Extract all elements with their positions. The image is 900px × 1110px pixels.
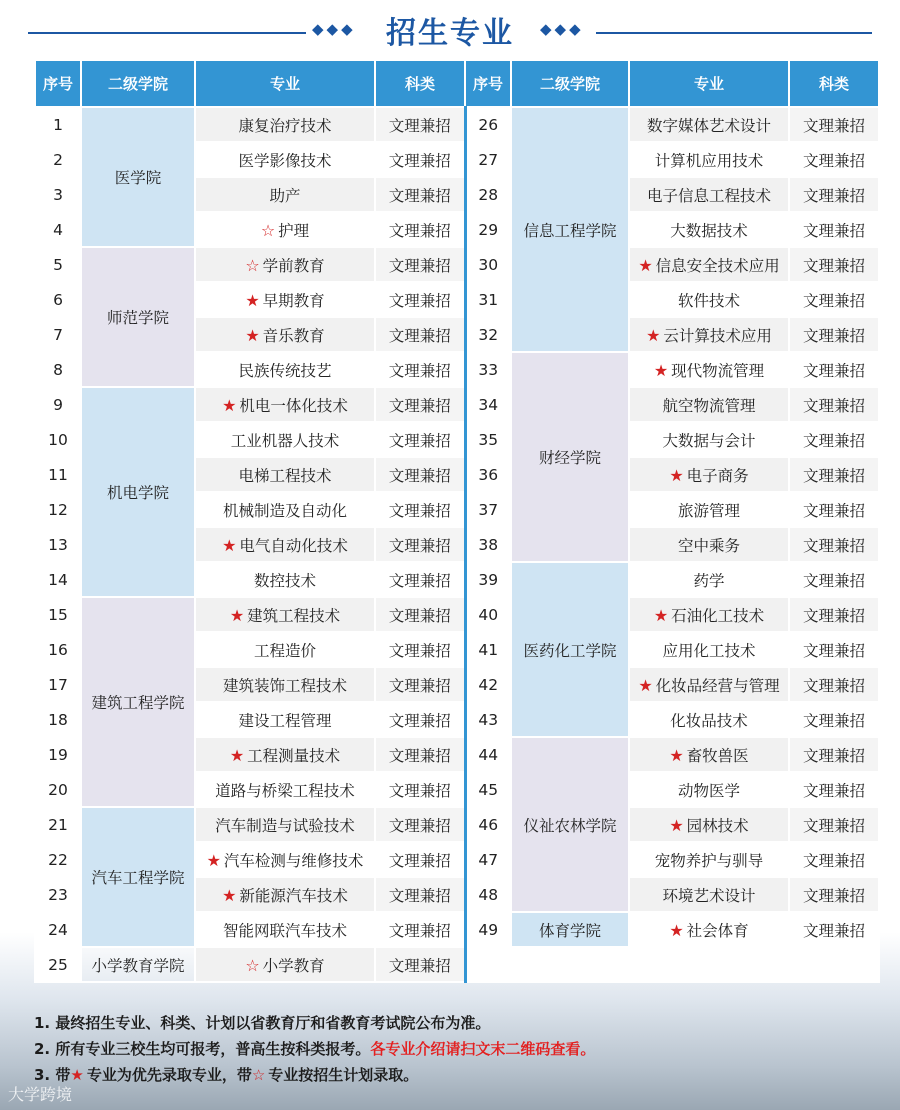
row-number: 15 <box>35 597 81 632</box>
note-2-highlight: 各专业介绍请扫文末二维码查看。 <box>370 1040 596 1058</box>
major-name: 药学 <box>693 571 725 590</box>
major-name: 新能源汽车技术 <box>239 886 348 905</box>
college-cell: 小学教育学院 <box>81 947 195 982</box>
row-number: 24 <box>35 912 81 947</box>
row-number: 21 <box>35 807 81 842</box>
row-number: 20 <box>35 772 81 807</box>
major-cell <box>629 422 789 457</box>
college-cell: 医药化工学院 <box>511 562 629 737</box>
row-number: 30 <box>465 247 511 282</box>
major-name: 建筑工程技术 <box>247 606 341 625</box>
title-row <box>0 0 900 62</box>
category-cell: 文理兼招 <box>789 632 879 667</box>
row-number: 12 <box>35 492 81 527</box>
note-3-text-c: 专业按招生计划录取。 <box>268 1066 419 1084</box>
major-cell <box>195 142 375 177</box>
row-number: 8 <box>35 352 81 387</box>
row-number: 42 <box>465 667 511 702</box>
major-cell <box>629 107 789 142</box>
row-number: 46 <box>465 807 511 842</box>
major-cell <box>195 107 375 142</box>
major-name: 石油化工技术 <box>671 606 765 625</box>
row-number: 2 <box>35 142 81 177</box>
category-cell: 文理兼招 <box>375 142 465 177</box>
major-cell <box>629 702 789 737</box>
page-title: 招生专业 <box>386 16 514 51</box>
note-3-text-a: 3. 带 <box>34 1066 71 1084</box>
row-number: 37 <box>465 492 511 527</box>
category-cell: 文理兼招 <box>789 107 879 142</box>
major-name: 建筑装饰工程技术 <box>222 676 347 695</box>
major-cell <box>629 177 789 212</box>
major-cell <box>629 632 789 667</box>
major-name: 化妆品经营与管理 <box>655 676 780 695</box>
major-name: 大数据与会计 <box>662 431 756 450</box>
major-cell <box>629 737 789 772</box>
major-cell <box>629 352 789 387</box>
row-number: 29 <box>465 212 511 247</box>
major-cell <box>629 597 789 632</box>
major-name: 电子信息工程技术 <box>646 186 771 205</box>
row-number: 48 <box>465 877 511 912</box>
category-cell: 文理兼招 <box>375 352 465 387</box>
table-header-row <box>35 60 879 107</box>
row-number: 16 <box>35 632 81 667</box>
college-cell: 机电学院 <box>81 387 195 597</box>
category-cell: 文理兼招 <box>789 877 879 912</box>
major-cell <box>195 247 375 282</box>
header-cell: 序号 <box>465 60 511 107</box>
solid-star-icon: ★ <box>669 815 684 835</box>
category-cell: 文理兼招 <box>375 562 465 597</box>
major-name: 汽车检测与维修技术 <box>223 851 364 870</box>
major-name: 电梯工程技术 <box>238 466 332 485</box>
major-name: 智能网联汽车技术 <box>222 921 347 940</box>
hollow-star-icon: ☆ <box>245 255 260 275</box>
category-cell: 文理兼招 <box>375 107 465 142</box>
major-cell <box>195 422 375 457</box>
diamond-icon: ◆◆◆ <box>540 20 584 38</box>
category-cell: 文理兼招 <box>375 807 465 842</box>
major-name: 康复治疗技术 <box>238 116 332 135</box>
row-number: 14 <box>35 562 81 597</box>
majors-table <box>34 59 880 983</box>
major-name: 数字媒体艺术设计 <box>646 116 771 135</box>
category-cell: 文理兼招 <box>375 947 465 982</box>
major-cell <box>629 912 789 947</box>
row-number: 39 <box>465 562 511 597</box>
header-cell: 二级学院 <box>511 60 629 107</box>
college-cell: 建筑工程学院 <box>81 597 195 807</box>
major-cell <box>629 282 789 317</box>
solid-star-icon: ★ <box>245 290 260 310</box>
major-name: 工业机器人技术 <box>230 431 340 450</box>
diamond-icon: ◆◆◆ <box>312 20 356 38</box>
empty-cell <box>511 947 629 982</box>
college-cell: 仪祉农林学院 <box>511 737 629 912</box>
row-number: 25 <box>35 947 81 982</box>
row-number: 45 <box>465 772 511 807</box>
major-cell <box>195 597 375 632</box>
major-cell <box>195 282 375 317</box>
major-name: 数控技术 <box>253 571 316 590</box>
row-number: 49 <box>465 912 511 947</box>
category-cell: 文理兼招 <box>375 387 465 422</box>
category-cell: 文理兼招 <box>375 317 465 352</box>
header-cell: 专业 <box>195 60 375 107</box>
major-name: 建设工程管理 <box>238 711 332 730</box>
major-cell <box>195 807 375 842</box>
notes <box>34 1010 894 1088</box>
category-cell: 文理兼招 <box>789 842 879 877</box>
watermark: 大学跨境 <box>8 1085 73 1104</box>
major-name: 道路与桥梁工程技术 <box>215 781 355 800</box>
solid-star-icon: ★ <box>222 885 237 905</box>
major-name: 早期教育 <box>262 291 325 310</box>
note-3 <box>34 1062 894 1088</box>
major-cell <box>629 247 789 282</box>
major-cell <box>195 492 375 527</box>
major-name: 电子商务 <box>686 466 749 485</box>
solid-star-icon: ★ <box>638 255 653 275</box>
category-cell: 文理兼招 <box>789 702 879 737</box>
major-cell <box>629 142 789 177</box>
row-number: 23 <box>35 877 81 912</box>
table-row <box>35 947 879 982</box>
college-cell: 师范学院 <box>81 247 195 387</box>
row-number: 3 <box>35 177 81 212</box>
category-cell: 文理兼招 <box>375 457 465 492</box>
major-name: 旅游管理 <box>677 501 740 520</box>
row-number: 33 <box>465 352 511 387</box>
solid-star-icon: ★ <box>653 605 669 625</box>
major-name: 医学影像技术 <box>238 151 332 170</box>
row-number: 26 <box>465 107 511 142</box>
row-number: 11 <box>35 457 81 492</box>
major-name: 护理 <box>278 221 310 240</box>
category-cell: 文理兼招 <box>375 527 465 562</box>
major-cell <box>629 807 789 842</box>
major-name: 宠物养护与驯导 <box>654 851 764 870</box>
category-cell: 文理兼招 <box>789 597 879 632</box>
category-cell: 文理兼招 <box>375 422 465 457</box>
category-cell: 文理兼招 <box>375 597 465 632</box>
category-cell: 文理兼招 <box>789 282 879 317</box>
category-cell: 文理兼招 <box>375 247 465 282</box>
row-number: 1 <box>35 107 81 142</box>
category-cell: 文理兼招 <box>789 527 879 562</box>
category-cell: 文理兼招 <box>789 912 879 947</box>
row-number: 43 <box>465 702 511 737</box>
category-cell: 文理兼招 <box>375 702 465 737</box>
major-cell <box>629 772 789 807</box>
row-number: 4 <box>35 212 81 247</box>
solid-star-icon: ★ <box>245 325 260 345</box>
major-name: 学前教育 <box>262 256 325 275</box>
table-row <box>35 597 879 632</box>
category-cell: 文理兼招 <box>789 807 879 842</box>
title-divider-right <box>596 32 872 34</box>
table-row <box>35 247 879 282</box>
major-name: 航空物流管理 <box>662 396 756 415</box>
note-3-text-b: 专业为优先录取专业，带 <box>86 1066 252 1084</box>
major-name: 化妆品技术 <box>670 711 748 730</box>
category-cell: 文理兼招 <box>789 772 879 807</box>
header-cell: 二级学院 <box>81 60 195 107</box>
solid-star-icon: ★ <box>669 465 684 485</box>
row-number: 44 <box>465 737 511 772</box>
category-cell: 文理兼招 <box>789 317 879 352</box>
solid-star-icon: ★ <box>222 535 237 555</box>
major-name: 现代物流管理 <box>671 361 765 380</box>
row-number: 28 <box>465 177 511 212</box>
category-cell: 文理兼招 <box>375 632 465 667</box>
title-divider-left <box>28 32 306 34</box>
solid-star-icon: ★ <box>653 360 669 380</box>
header-cell: 科类 <box>789 60 879 107</box>
row-number: 18 <box>35 702 81 737</box>
major-name: 汽车制造与试验技术 <box>215 816 355 835</box>
header-cell: 专业 <box>629 60 789 107</box>
empty-cell <box>465 947 511 982</box>
row-number: 13 <box>35 527 81 562</box>
major-cell <box>195 177 375 212</box>
category-cell: 文理兼招 <box>375 667 465 702</box>
header-cell: 序号 <box>35 60 81 107</box>
table-row <box>35 387 879 422</box>
major-name: 电气自动化技术 <box>239 536 348 555</box>
major-cell <box>195 352 375 387</box>
major-cell <box>629 492 789 527</box>
empty-cell <box>629 947 789 982</box>
major-name: 机电一体化技术 <box>239 396 348 415</box>
major-cell <box>195 667 375 702</box>
major-name: 民族传统技艺 <box>238 361 332 380</box>
major-cell <box>195 387 375 422</box>
row-number: 38 <box>465 527 511 562</box>
major-name: 助产 <box>269 186 301 205</box>
header-cell: 科类 <box>375 60 465 107</box>
major-cell <box>629 387 789 422</box>
major-name: 音乐教育 <box>262 326 325 345</box>
category-cell: 文理兼招 <box>789 247 879 282</box>
major-cell <box>195 457 375 492</box>
major-cell <box>629 527 789 562</box>
college-cell: 信息工程学院 <box>511 107 629 352</box>
row-number: 34 <box>465 387 511 422</box>
category-cell: 文理兼招 <box>375 772 465 807</box>
college-cell: 汽车工程学院 <box>81 807 195 947</box>
college-cell: 医学院 <box>81 107 195 247</box>
category-cell: 文理兼招 <box>789 667 879 702</box>
major-name: 软件技术 <box>677 291 740 310</box>
major-name: 环境艺术设计 <box>662 886 756 905</box>
row-number: 27 <box>465 142 511 177</box>
table-row <box>35 807 879 842</box>
row-number: 47 <box>465 842 511 877</box>
category-cell: 文理兼招 <box>789 457 879 492</box>
empty-cell <box>789 947 879 982</box>
row-number: 5 <box>35 247 81 282</box>
category-cell: 文理兼招 <box>375 842 465 877</box>
major-cell <box>195 632 375 667</box>
major-name: 云计算技术应用 <box>663 326 772 345</box>
major-cell <box>195 947 375 982</box>
major-cell <box>629 212 789 247</box>
category-cell: 文理兼招 <box>789 562 879 597</box>
solid-star-icon: ★ <box>229 745 245 765</box>
major-cell <box>195 842 375 877</box>
major-cell <box>195 877 375 912</box>
note-1: 1. 最终招生专业、科类、计划以省教育厅和省教育考试院公布为准。 <box>34 1014 491 1032</box>
category-cell: 文理兼招 <box>375 177 465 212</box>
major-name: 空中乘务 <box>677 536 740 555</box>
major-name: 应用化工技术 <box>662 641 756 660</box>
category-cell: 文理兼招 <box>789 387 879 422</box>
row-number: 6 <box>35 282 81 317</box>
category-cell: 文理兼招 <box>789 422 879 457</box>
major-name: 动物医学 <box>677 781 740 800</box>
majors-table-wrapper <box>34 59 878 983</box>
row-number: 19 <box>35 737 81 772</box>
note-2 <box>34 1036 894 1062</box>
table-body <box>35 107 879 982</box>
category-cell: 文理兼招 <box>375 212 465 247</box>
category-cell: 文理兼招 <box>375 282 465 317</box>
major-cell <box>629 562 789 597</box>
row-number: 10 <box>35 422 81 457</box>
major-cell <box>195 912 375 947</box>
major-cell <box>629 842 789 877</box>
row-number: 22 <box>35 842 81 877</box>
major-cell <box>195 562 375 597</box>
solid-star-icon: ★ <box>222 395 237 415</box>
hollow-star-icon: ☆ <box>251 1066 266 1084</box>
solid-star-icon: ★ <box>669 920 684 940</box>
major-name: 大数据技术 <box>670 221 748 240</box>
row-number: 31 <box>465 282 511 317</box>
row-number: 41 <box>465 632 511 667</box>
college-cell: 体育学院 <box>511 912 629 947</box>
major-cell <box>195 317 375 352</box>
major-name: 畜牧兽医 <box>686 746 749 765</box>
major-cell <box>195 527 375 562</box>
note-2-text: 2. 所有专业三校生均可报考，普高生按科类报考。 <box>34 1040 371 1058</box>
major-cell <box>195 702 375 737</box>
category-cell: 文理兼招 <box>375 912 465 947</box>
hollow-star-icon: ☆ <box>260 220 276 240</box>
major-cell <box>195 737 375 772</box>
solid-star-icon: ★ <box>638 675 653 695</box>
category-cell: 文理兼招 <box>789 142 879 177</box>
row-number: 17 <box>35 667 81 702</box>
solid-star-icon: ★ <box>229 605 245 625</box>
major-name: 计算机应用技术 <box>654 151 764 170</box>
category-cell: 文理兼招 <box>789 212 879 247</box>
major-cell <box>629 457 789 492</box>
major-cell <box>629 317 789 352</box>
row-number: 36 <box>465 457 511 492</box>
major-name: 社会体育 <box>686 921 749 940</box>
row-number: 35 <box>465 422 511 457</box>
major-cell <box>195 772 375 807</box>
category-cell: 文理兼招 <box>789 492 879 527</box>
category-cell: 文理兼招 <box>375 492 465 527</box>
solid-star-icon: ★ <box>70 1066 84 1084</box>
category-cell: 文理兼招 <box>789 352 879 387</box>
solid-star-icon: ★ <box>646 325 661 345</box>
major-cell <box>629 667 789 702</box>
major-name: 工程造价 <box>253 641 316 660</box>
row-number: 40 <box>465 597 511 632</box>
category-cell: 文理兼招 <box>789 737 879 772</box>
major-name: 信息安全技术应用 <box>655 256 780 275</box>
college-cell: 财经学院 <box>511 352 629 562</box>
hollow-star-icon: ☆ <box>245 955 260 975</box>
row-number: 7 <box>35 317 81 352</box>
solid-star-icon: ★ <box>669 745 684 765</box>
major-cell <box>629 877 789 912</box>
table-row <box>35 107 879 142</box>
solid-star-icon: ★ <box>206 850 221 870</box>
category-cell: 文理兼招 <box>375 877 465 912</box>
major-cell <box>195 212 375 247</box>
row-number: 32 <box>465 317 511 352</box>
major-name: 机械制造及自动化 <box>222 501 347 520</box>
category-cell: 文理兼招 <box>375 737 465 772</box>
major-name: 小学教育 <box>262 956 325 975</box>
major-name: 园林技术 <box>686 816 749 835</box>
major-name: 工程测量技术 <box>247 746 341 765</box>
row-number: 9 <box>35 387 81 422</box>
category-cell: 文理兼招 <box>789 177 879 212</box>
